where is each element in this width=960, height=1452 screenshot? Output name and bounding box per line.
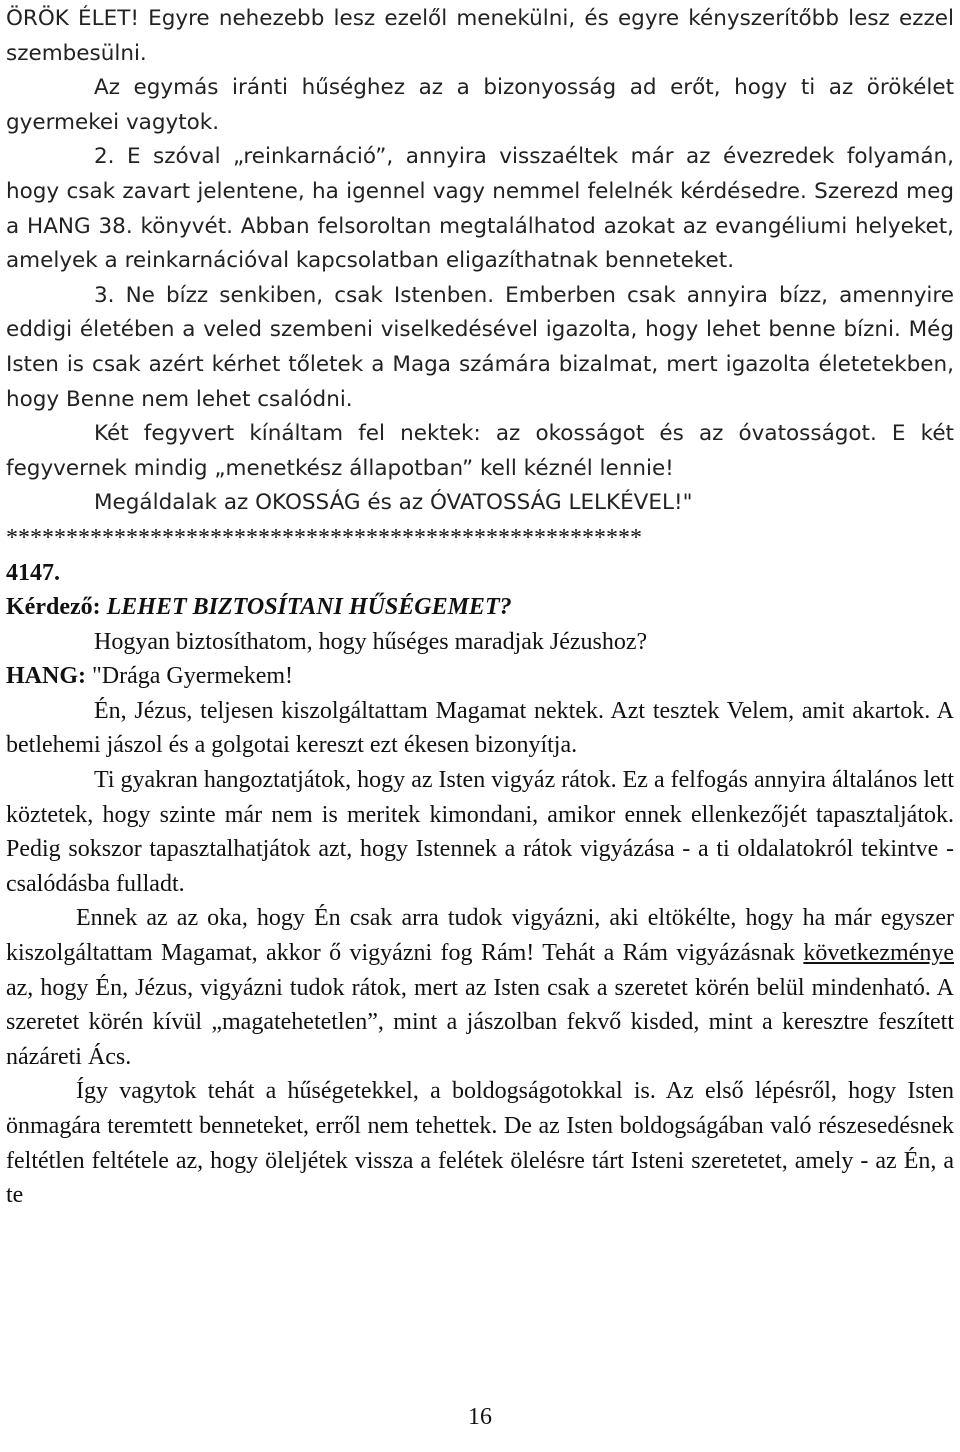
reason-text-b: az, hogy Én, Jézus, vigyázni tudok rátok, mert az Isten csak a szeretet körén belül mindenható. A szeretet körén kívül „magatehetetlen”, mint a jászolban fekvő kisded, mint a keresztre feszített názáreti Ács. [6,974,954,1070]
message-number: 4147. [6,559,60,586]
underlined-consequence: következménye [803,940,954,967]
paragraph-reincarnation: 2. E szóval „reinkarnáció”, annyira visszaéltek már az évezredek folyamán, hogy csak zavart jelentene, ha igennel vagy nemmel felelnék kérdésedre. Szerezd meg a HANG 38. könyvét. Abban felsoroltan megtalálhatod azokat az evangéliumi helyeket, amelyek a reinkarnációval kapcsolatban eligazíthatnak benneteket. [6,144,954,274]
reason-text-a: Ennek az az oka, hogy Én csak arra tudok vigyázni, aki eltökélte, hogy ha már egyszer kiszolgáltattam Magamat, akkor ő vigyázni fog Rám! Tehát a Rám vigyázásnak [6,905,954,967]
asker-line [6,590,954,625]
paragraph-happiness: Így vagytok tehát a hűségetekkel, a boldogságotokkal is. Az első lépésről, hogy Isten önmagára teremtett benneteket, erről nem tehettek. De az Isten boldogságában való részesedésnek feltétlen feltétele az, hogy öleljétek vissza a felétek ölelésre tárt Isteni szeretetet, amely - az Én, a te [6,1078,954,1209]
document-page [6,2,954,1213]
paragraph-weapons: Két fegyvert kínáltam fel nektek: az okosságot és az óvatosságot. E két fegyvernek mindig „menetkész állapotban” kell kéznél lennie! [6,421,954,481]
voice-line [6,659,954,694]
voice-greeting: "Drága Gyermekem! [92,663,294,690]
paragraph-reason [6,901,954,1074]
asker-label: Kérdező: [6,594,101,621]
voice-label: HANG: [6,663,86,690]
paragraph-trust: 3. Ne bízz senkiben, csak Istenben. Emberben csak annyira bízz, amennyire eddigi életében a veled szembeni viselkedésével igazolta, hogy lehet benne bízni. Még Isten is csak azért kérhet tőletek a Maga számára bizalmat, mert igazolta életetekben, hogy Benne nem lehet csalódni. [6,282,954,412]
paragraph-jesus-surrender: Én, Jézus, teljesen kiszolgáltattam Magamat nektek. Azt tesztek Velem, amit akartok. A betlehemi jászol és a golgotai kereszt ezt ékesen bizonyítja. [6,697,954,759]
paragraph-blessing: Megáldalak az OKOSSÁG és az ÓVATOSSÁG LELKÉVEL!" [94,490,693,516]
paragraph-eternal-life: ÖRÖK ÉLET! Egyre nehezebb lesz ezelől menekülni, és egyre kényszerítőbb lesz ezzel szembesülni. [6,6,954,66]
asker-title: LEHET BIZTOSÍTANI HŰSÉGEMET? [106,594,512,621]
separator-stars: ***************************************************** [6,524,642,551]
paragraph-god-cares: Ti gyakran hangoztatjátok, hogy az Isten vigyáz rátok. Ez a felfogás annyira általános lett köztetek, hogy szinte már nem is meritek kimondani, amikor ennek ellenkezőjét tapasztaljátok. Pedig sokszor tapasztalhatjátok azt, hogy Istennek a rátok vigyázása - a ti oldalatokról tekintve - csalódásba fulladt. [6,767,954,897]
page-number: 16 [468,1404,492,1430]
paragraph-faithfulness: Az egymás iránti hűséghez az a bizonyosság ad erőt, hogy ti az örökélet gyermekei vagytok. [6,75,954,135]
question-text: Hogyan biztosíthatom, hogy hűséges maradjak Jézushoz? [94,628,648,655]
